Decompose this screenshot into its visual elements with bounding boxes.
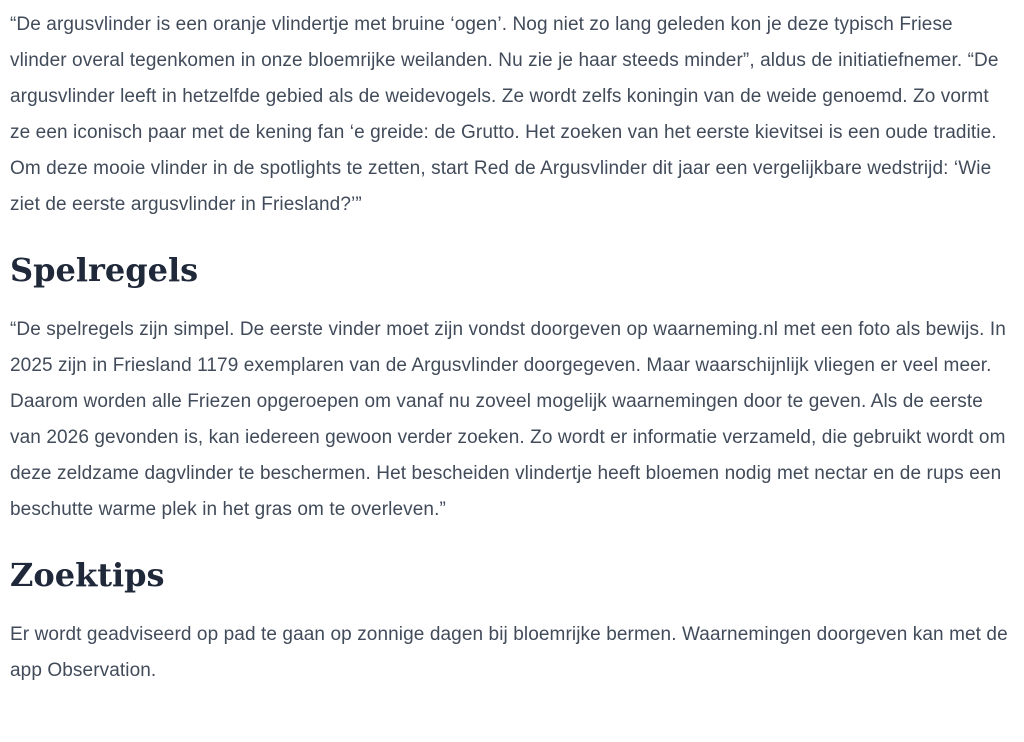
section-paragraph-spelregels: “De spelregels zijn simpel. De eerste vinder moet zijn vondst doorgeven op waarneming.nl met een foto als bewijs. In 2025 zijn in Friesland 1179 exemplaren van de Argusvlinder doorgegeven. Maar waarschijnlijk vliegen er veel meer. Daarom worden alle Friezen opgeroepen om vanaf nu zoveel mogelijk waarnemingen door te geven. Als de eerste van 2026 gevonden is, kan iedereen gewoon verder zoeken. Zo wordt er informatie verzameld, die gebruikt wordt om deze zeldzame dagvlinder te beschermen. Het bescheiden vlindertje heeft bloemen nodig met nectar en de rups een beschutte warme plek in het gras om te overleven.” xyxy=(10,319,1006,520)
section-paragraph-zoektips: Er wordt geadviseerd op pad te gaan op zonnige dagen bij bloemrijke bermen. Waarnemingen doorgeven kan met de app Observation. xyxy=(10,624,1008,681)
intro-paragraph: “De argusvlinder is een oranje vlindertje met bruine ‘ogen’. Nog niet zo lang geleden kon je deze typisch Friese vlinder overal tegenkomen in onze bloemrijke weilanden. Nu zie je haar steeds minder”, aldus de initiatiefnemer. “De argusvlinder leeft in hetzelfde gebied als de weidevogels. Ze wordt zelfs koningin van de weide genoemd. Zo vormt ze een iconisch paar met de kening fan ‘e greide: de Grutto. Het zoeken van het eerste kievitsei is een oude traditie. Om deze mooie vlinder in de spotlights te zetten, start Red de Argusvlinder dit jaar een vergelijkbare wedstrijd: ‘Wie ziet de eerste argusvlinder in Friesland?’” xyxy=(10,14,999,215)
section-heading-zoektips: Zoektips xyxy=(10,556,165,594)
section-heading-spelregels: Spelregels xyxy=(10,251,199,289)
